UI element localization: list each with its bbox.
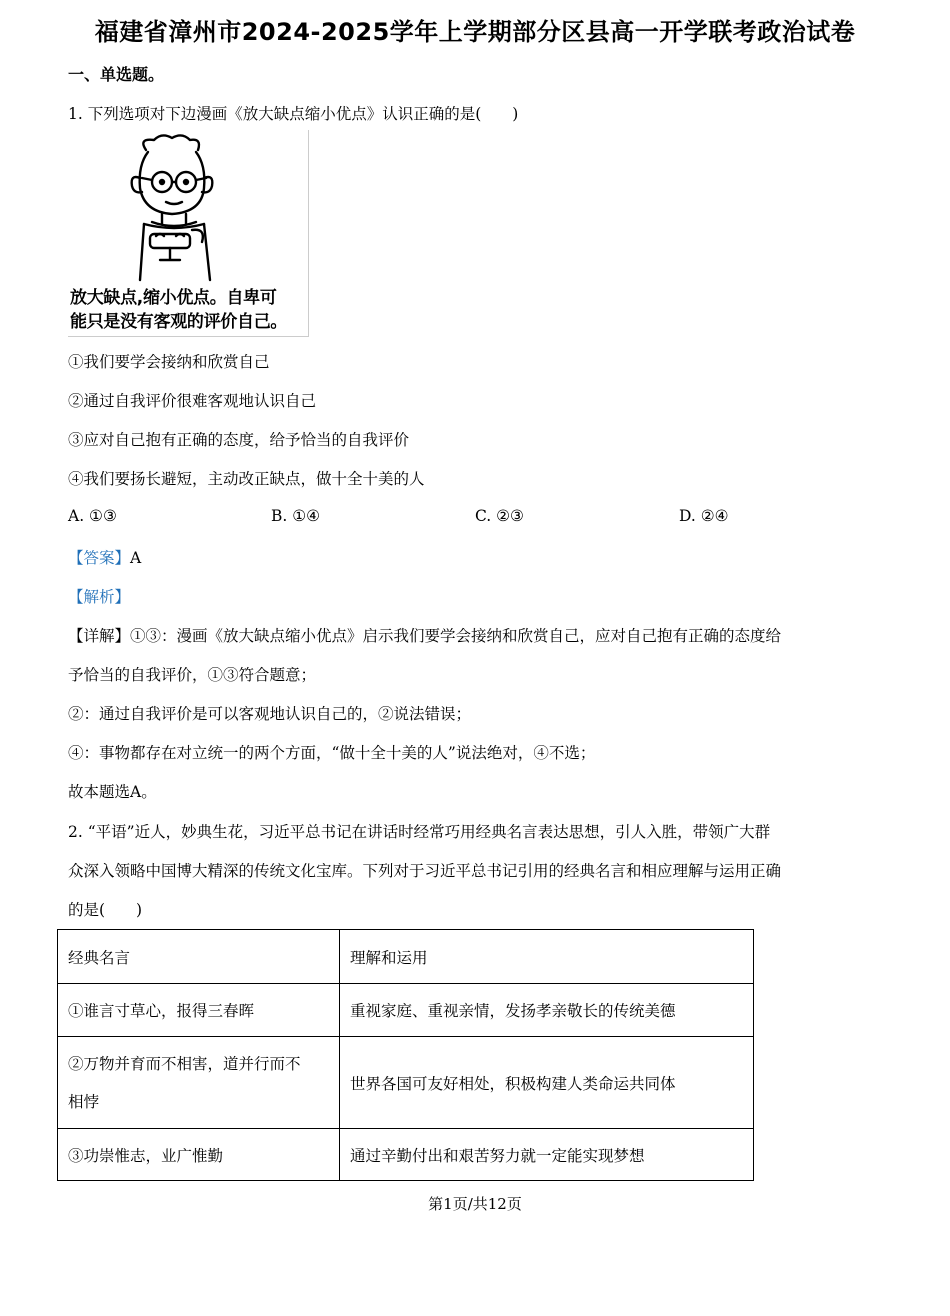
q2-stem-line-2: 众深入领略中国博大精深的传统文化宝库。下列对于习近平总书记引用的经典名言和相应理解与运用正确 <box>68 862 782 880</box>
answer-line <box>68 546 141 568</box>
table-cell: 重视家庭、重视亲情，发扬孝亲敬长的传统美德 <box>340 984 754 1037</box>
q2-stem-line-3: 的是( ) <box>68 901 143 919</box>
table-cell-line-2: 相悖 <box>68 1092 100 1111</box>
table-cell-line-1: ②万物并育而不相害，道并行而不 <box>68 1054 301 1073</box>
table-cell <box>58 1037 340 1129</box>
table-cell: 世界各国可友好相处，积极构建人类命运共同体 <box>340 1037 754 1129</box>
table-row <box>58 1037 754 1129</box>
table-cell: 通过辛勤付出和艰苦努力就一定能实现梦想 <box>340 1129 754 1181</box>
comic-figure-icon <box>68 130 308 285</box>
q1-statement-4: ④我们要扬长避短，主动改正缺点，做十全十美的人 <box>68 470 425 488</box>
detail-line-2: 予恰当的自我评价，①③符合题意； <box>68 666 317 684</box>
table-header-row <box>58 930 754 984</box>
page-footer: 第1页/共12页 <box>428 1195 522 1213</box>
q1-statement-3: ③应对自己抱有正确的态度，给予恰当的自我评价 <box>68 431 410 449</box>
detail-label: 【详解】 <box>68 627 131 645</box>
comic-caption-line-2: 能只是没有客观的评价自己。 <box>70 312 288 332</box>
quotes-table <box>57 929 754 1181</box>
q1-statement-1: ①我们要学会接纳和欣赏自己 <box>68 353 270 371</box>
table-cell: ③功崇惟志，业广惟勤 <box>58 1129 340 1181</box>
comic-caption-line-1: 放大缺点,缩小优点。自卑可 <box>70 288 277 308</box>
detail-line-3: ②：通过自我评价是可以客观地认识自己的，②说法错误； <box>68 705 472 723</box>
table-row <box>58 984 754 1037</box>
q1-statement-2: ②通过自我评价很难客观地认识自己 <box>68 392 317 410</box>
option-d: D. ②④ <box>679 507 729 525</box>
q1-stem: 1. 下列选项对下边漫画《放大缺点缩小优点》认识正确的是( ) <box>68 105 519 123</box>
detail-line-4: ④：事物都存在对立统一的两个方面，“做十全十美的人”说法绝对，④不选； <box>68 744 596 762</box>
table-row <box>58 1129 754 1181</box>
table-header: 理解和运用 <box>340 930 754 984</box>
answer-value: A <box>130 549 142 567</box>
option-a: A. ①③ <box>68 507 117 525</box>
table-cell: ①谁言寸草心，报得三春晖 <box>58 984 340 1037</box>
comic-caption <box>70 286 306 334</box>
analysis-label: 【解析】 <box>68 588 131 606</box>
detail-line-1 <box>68 624 781 646</box>
option-b: B. ①④ <box>271 507 321 525</box>
page-title: 福建省漳州市2024-2025学年上学期部分区县高一开学联考政治试卷 <box>94 18 856 46</box>
detail-line-5: 故本题选A。 <box>68 783 157 801</box>
table-header: 经典名言 <box>58 930 340 984</box>
detail-text-1: ①③：漫画《放大缺点缩小优点》启示我们要学会接纳和欣赏自己，应对自己抱有正确的态度给 <box>130 627 782 645</box>
answer-label: 【答案】 <box>68 549 131 567</box>
section-heading: 一、单选题。 <box>68 65 165 84</box>
option-c: C. ②③ <box>475 507 524 525</box>
q2-stem-line-1: 2. “平语”近人，妙典生花，习近平总书记在讲话时经常巧用经典名言表达思想，引人入胜，带领广大群 <box>68 823 771 841</box>
